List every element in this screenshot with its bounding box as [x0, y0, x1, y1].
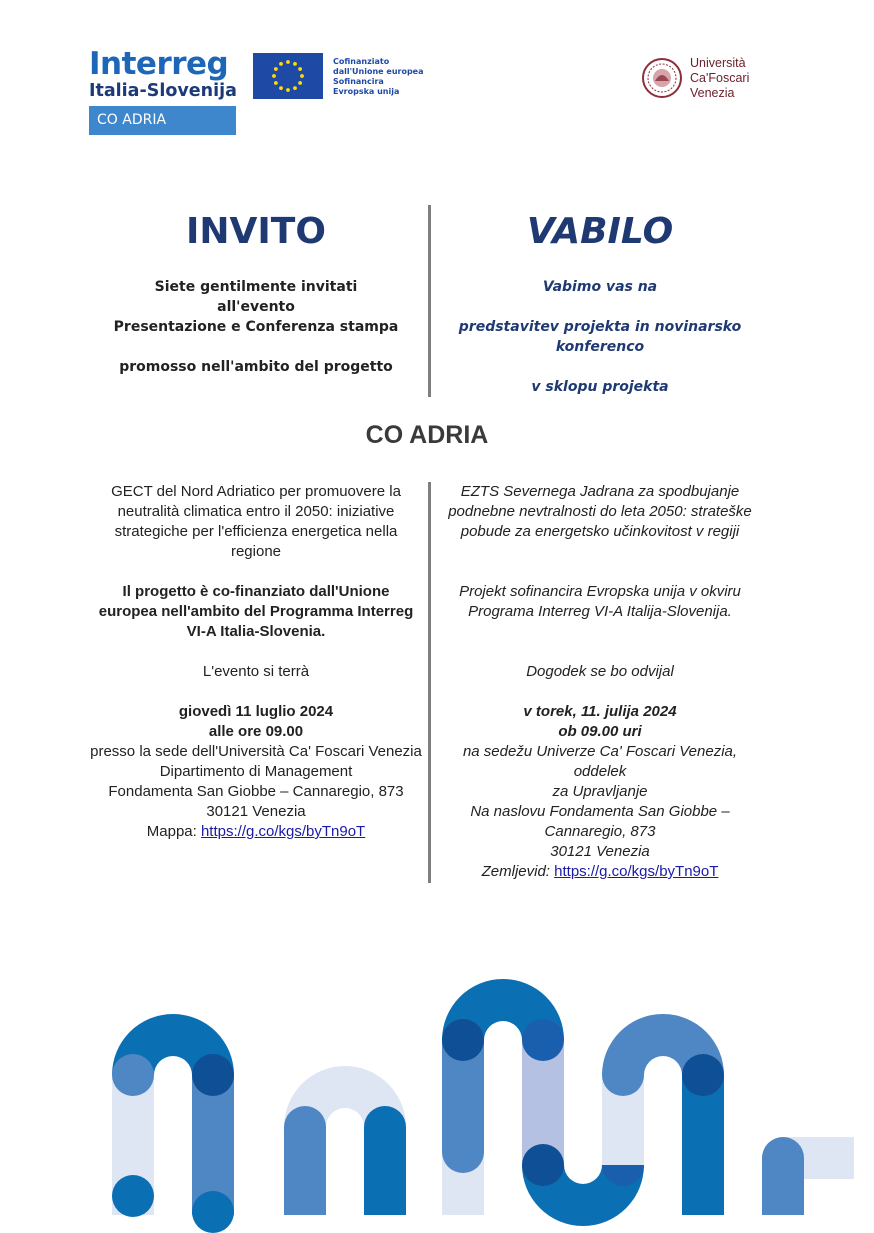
funding-line: europea nell'ambito del Programma Interreg	[98, 603, 414, 620]
intro-spacer	[95, 337, 417, 357]
wave-joint	[522, 1019, 564, 1061]
funding-line: Projekt sofinancira Evropska unija v okviru	[459, 583, 741, 600]
eu-flag-icon	[253, 53, 323, 99]
eu-star	[286, 60, 290, 64]
wave-joint	[442, 1131, 484, 1173]
spacer	[440, 682, 760, 702]
venue-line: Fondamenta San Giobbe – Cannaregio, 873	[108, 783, 404, 800]
event-date: v torek, 11. julija 2024	[523, 703, 677, 720]
eu-star	[298, 67, 302, 71]
event-time: alle ore 09.00	[208, 723, 304, 740]
wave-joint	[442, 1019, 484, 1061]
subject-line: pobude za energetsko učinkovitost v regiji	[460, 523, 740, 540]
intro-spacer	[440, 297, 760, 317]
eu-star	[274, 67, 278, 71]
event-time: ob 09.00 uri	[558, 723, 642, 740]
eu-star	[279, 86, 283, 90]
wave-joint	[682, 1054, 724, 1096]
eu-star	[272, 74, 276, 78]
eu-line: Cofinanziato	[333, 57, 390, 66]
eu-star	[279, 62, 283, 66]
eu-star	[300, 74, 304, 78]
decorative-wave-graphic	[0, 960, 874, 1233]
venue-line: Dipartimento di Management	[159, 763, 353, 780]
subject-line: podnebne nevtralnosti do leta 2050: strateške	[448, 503, 752, 520]
event-date: giovedì 11 luglio 2024	[178, 703, 334, 720]
venue-line: 30121 Venezia	[550, 843, 650, 860]
wave-joint	[192, 1191, 234, 1233]
event-intro: Dogodek se bo odvijal	[526, 663, 674, 680]
subject-line: GECT del Nord Adriatico per promuovere la	[111, 483, 401, 500]
venue-line: na sedežu Univerze Ca' Foscari Venezia, oddelek	[462, 743, 738, 780]
co-adria-badge: CO ADRIA	[89, 106, 236, 135]
spacer	[88, 682, 424, 702]
university-seal-icon	[641, 57, 683, 99]
eu-star	[274, 81, 278, 85]
wave-joint	[522, 1144, 564, 1186]
eu-star	[293, 62, 297, 66]
subject-line: EZTS Severnega Jadrana za spodbujanje	[460, 483, 740, 500]
intro-line: Vabimo vas na	[542, 279, 658, 295]
intro-line: predstavitev projekta in novinarsko	[458, 319, 742, 335]
map-link[interactable]: https://g.co/kgs/byTn9oT	[200, 823, 366, 840]
eu-cofunding-text	[333, 57, 424, 97]
intro-line: konferenco	[555, 339, 645, 355]
wave-joint	[112, 1054, 154, 1096]
venue-line: presso la sede dell'Università Ca' Foscari Venezia	[90, 743, 422, 760]
map-row	[88, 822, 424, 842]
funding-line: Programa Interreg VI-A Italija-Slovenija.	[468, 603, 732, 620]
university-line: Venezia	[690, 86, 735, 100]
subject-line: neutralità climatica entro il 2050: iniziative	[117, 503, 395, 520]
subject-line: regione	[230, 543, 282, 560]
funding-line: Il progetto è co-finanziato dall'Unione	[122, 583, 390, 600]
venue-line: 30121 Venezia	[206, 803, 306, 820]
subject-line: strategiche per l'efficienza energetica nella	[114, 523, 398, 540]
column-divider-top	[428, 205, 431, 397]
wave-joint	[602, 1054, 644, 1096]
interreg-logo	[89, 48, 237, 138]
venue-line: Na naslovu Fondamenta San Giobbe –	[470, 803, 730, 820]
eu-line: Evropska unija	[333, 87, 400, 96]
map-label: Zemljevid:	[481, 863, 555, 880]
intro-line: Presentazione e Conferenza stampa	[113, 319, 399, 335]
intro-line: all'evento	[217, 299, 295, 315]
spacer	[440, 542, 760, 562]
spacer	[440, 642, 760, 662]
wave-joint	[364, 1106, 406, 1148]
university-name	[690, 56, 749, 101]
wave-joint	[112, 1175, 154, 1217]
spacer	[88, 642, 424, 662]
map-link[interactable]: https://g.co/kgs/byTn9oT	[554, 863, 719, 880]
slovenian-intro	[440, 277, 760, 397]
eu-star	[293, 86, 297, 90]
wave-segment	[762, 1137, 804, 1215]
spacer	[440, 562, 760, 582]
intro-spacer	[440, 357, 760, 377]
wave-joint	[284, 1106, 326, 1148]
map-row	[440, 862, 760, 882]
project-title: CO ADRIA	[365, 421, 489, 449]
map-label: Mappa:	[146, 823, 201, 840]
venue-line: za Upravljanje	[552, 783, 648, 800]
italian-body	[88, 482, 424, 842]
italian-intro	[95, 277, 417, 377]
event-intro: L'evento si terrà	[202, 663, 310, 680]
heading-invito: INVITO	[186, 211, 326, 252]
eu-line: dall'Unione europea	[333, 67, 424, 76]
wave-joint	[192, 1054, 234, 1096]
spacer	[440, 622, 760, 642]
heading-vabilo: VABILO	[526, 211, 674, 252]
column-divider-bottom	[428, 482, 431, 883]
interreg-subtitle: Italia-Slovenija	[89, 81, 237, 101]
eu-star	[286, 88, 290, 92]
intro-line: promosso nell'ambito del progetto	[119, 359, 393, 375]
funding-line: VI-A Italia-Slovenia.	[186, 623, 326, 640]
slovenian-body	[440, 482, 760, 882]
spacer	[88, 562, 424, 582]
intro-line: v sklopu projekta	[531, 379, 669, 395]
eu-star	[298, 81, 302, 85]
eu-stars-icon	[253, 53, 323, 99]
venue-line: Cannaregio, 873	[544, 823, 656, 840]
intro-line: Siete gentilmente invitati	[154, 279, 358, 295]
interreg-wordmark: Interreg	[89, 46, 229, 82]
eu-line: Sofinancira	[333, 77, 384, 86]
university-line: Ca'Foscari	[690, 71, 750, 85]
university-line: Università	[690, 56, 746, 70]
